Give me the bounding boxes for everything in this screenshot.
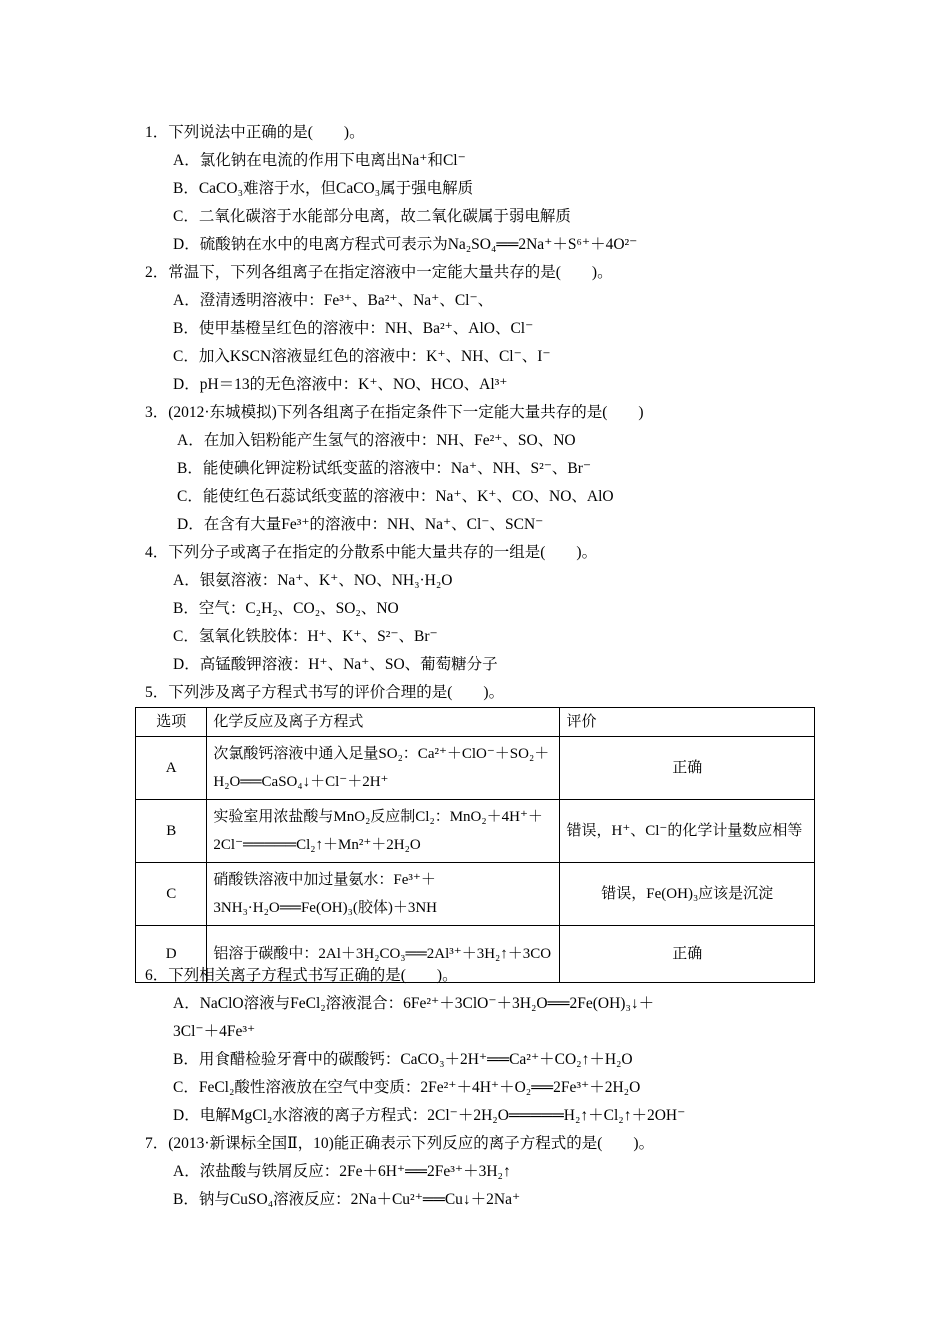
question-7-option-b: B．钠与CuSO₄溶液反应：2Na＋Cu²⁺══Cu↓＋2Na⁺ bbox=[173, 1191, 521, 1208]
question-1-option-a: A．氯化钠在电流的作用下电离出Na⁺和Cl⁻ bbox=[173, 152, 466, 169]
table-cell-evaluation: 正确 bbox=[560, 737, 815, 800]
question-2-option-b: B．使甲基橙呈红色的溶液中：NH、Ba²⁺、AlO、Cl⁻ bbox=[173, 320, 534, 337]
table-header-reaction: 化学反应及离子方程式 bbox=[207, 708, 560, 737]
question-1-option-d: D．硫酸钠在水中的电离方程式可表示为Na₂SO₄══2Na⁺＋S⁶⁺＋4O²⁻ bbox=[173, 236, 638, 253]
question-6-option-d: D．电解MgCl₂水溶液的离子方程式：2Cl⁻＋2H₂O═════H₂↑＋Cl₂↑＋2OH⁻ bbox=[173, 1107, 686, 1124]
table-cell-evaluation: 错误，H⁺、Cl⁻的化学计量数应相等 bbox=[560, 800, 815, 863]
question-4-option-d: D．高锰酸钾溶液：H⁺、Na⁺、SO、葡萄糖分子 bbox=[173, 656, 498, 673]
table-cell-option: C bbox=[136, 863, 207, 926]
question-4-option-c: C．氢氧化铁胶体：H⁺、K⁺、S²⁻、Br⁻ bbox=[173, 628, 438, 645]
question-3-option-d: D．在含有大量Fe³⁺的溶液中：NH、Na⁺、Cl⁻、SCN⁻ bbox=[177, 516, 544, 533]
question-1-option-c: C．二氧化碳溶于水能部分电离，故二氧化碳属于弱电解质 bbox=[173, 208, 571, 225]
evaluation-table bbox=[135, 707, 815, 983]
question-3-option-b: B．能使碘化钾淀粉试纸变蓝的溶液中：Na⁺、NH、S²⁻、Br⁻ bbox=[177, 460, 592, 477]
question-6-option-b: B．用食醋检验牙膏中的碳酸钙：CaCO₃＋2H⁺══Ca²⁺＋CO₂↑＋H₂O bbox=[173, 1051, 633, 1068]
table-row bbox=[136, 737, 815, 800]
question-3-stem: 3．(2012·东城模拟)下列各组离子在指定条件下一定能大量共存的是( ) bbox=[145, 404, 644, 421]
table-cell-evaluation: 错误，Fe(OH)₃应该是沉淀 bbox=[560, 863, 815, 926]
table-row bbox=[136, 863, 815, 926]
question-6-option-c: C．FeCl₂酸性溶液放在空气中变质：2Fe²⁺＋4H⁺＋O₂══2Fe³⁺＋2H₂O bbox=[173, 1079, 641, 1096]
question-7-stem: 7．(2013·新课标全国Ⅱ，10)能正确表示下列反应的离子方程式的是( )。 bbox=[145, 1135, 655, 1152]
question-2-stem: 2．常温下，下列各组离子在指定溶液中一定能大量共存的是( )。 bbox=[145, 264, 613, 281]
table-header-option: 选项 bbox=[136, 708, 207, 737]
table-row bbox=[136, 800, 815, 863]
question-3-option-c: C．能使红色石蕊试纸变蓝的溶液中：Na⁺、K⁺、CO、NO、AlO bbox=[177, 488, 614, 505]
table-cell-evaluation: 正确 bbox=[560, 926, 815, 983]
question-6-option-a-continued: 3Cl⁻＋4Fe³⁺ bbox=[173, 1023, 256, 1040]
table-cell-reaction: 实验室用浓盐酸与MnO₂反应制Cl₂：MnO₂＋4H⁺＋2Cl⁻═════Cl₂↑＋Mn²⁺＋2H₂O bbox=[207, 800, 560, 863]
question-2-option-c: C．加入KSCN溶液显红色的溶液中：K⁺、NH、Cl⁻、I⁻ bbox=[173, 348, 551, 365]
question-6-stem: 6．下列相关离子方程式书写正确的是( )。 bbox=[145, 967, 458, 984]
question-5-stem: 5．下列涉及离子方程式书写的评价合理的是( )。 bbox=[145, 684, 505, 701]
table-cell-option: B bbox=[136, 800, 207, 863]
question-2-option-d: D．pH＝13的无色溶液中：K⁺、NO、HCO、Al³⁺ bbox=[173, 376, 508, 393]
question-6-option-a: A．NaClO溶液与FeCl₂溶液混合：6Fe²⁺＋3ClO⁻＋3H₂O══2Fe(OH)₃↓＋ bbox=[173, 995, 655, 1012]
question-1-option-b: B．CaCO₃难溶于水，但CaCO₃属于强电解质 bbox=[173, 180, 474, 197]
question-2-option-a: A．澄清透明溶液中：Fe³⁺、Ba²⁺、Na⁺、Cl⁻、 bbox=[173, 292, 494, 309]
table-cell-reaction: 次氯酸钙溶液中通入足量SO₂：Ca²⁺＋ClO⁻＋SO₂＋H₂O══CaSO₄↓＋Cl⁻＋2H⁺ bbox=[207, 737, 560, 800]
question-3-option-a: A．在加入铝粉能产生氢气的溶液中：NH、Fe²⁺、SO、NO bbox=[177, 432, 576, 449]
question-4-option-b: B．空气：C₂H₂、CO₂、SO₂、NO bbox=[173, 600, 399, 617]
question-1-stem: 1．下列说法中正确的是( )。 bbox=[145, 124, 365, 141]
table-cell-reaction: 铝溶于碳酸中：2Al＋3H₂CO₃══2Al³⁺＋3H₂↑＋3CO bbox=[207, 926, 560, 983]
question-4-stem: 4．下列分子或离子在指定的分散系中能大量共存的一组是( )。 bbox=[145, 544, 598, 561]
table-cell-reaction: 硝酸铁溶液中加过量氨水：Fe³⁺＋3NH₃·H₂O══Fe(OH)₃(胶体)＋3NH bbox=[207, 863, 560, 926]
table-header-row bbox=[136, 708, 815, 737]
table-cell-option: A bbox=[136, 737, 207, 800]
table-header-evaluation: 评价 bbox=[560, 708, 815, 737]
table-cell-option: D bbox=[136, 926, 207, 983]
question-4-option-a: A．银氨溶液：Na⁺、K⁺、NO、NH₃·H₂O bbox=[173, 572, 453, 589]
question-7-option-a: A．浓盐酸与铁屑反应：2Fe＋6H⁺══2Fe³⁺＋3H₂↑ bbox=[173, 1163, 511, 1180]
